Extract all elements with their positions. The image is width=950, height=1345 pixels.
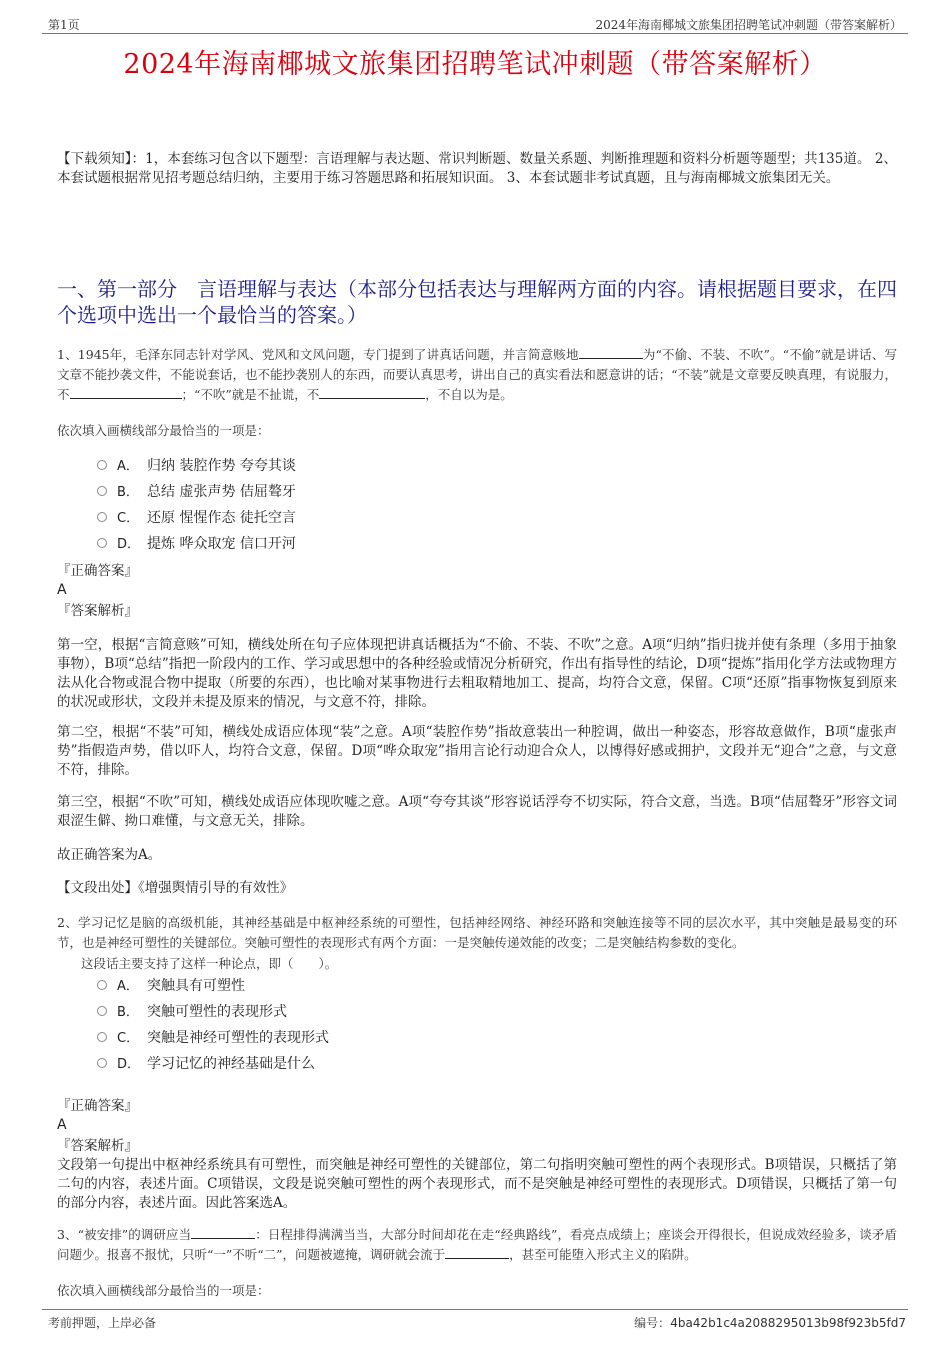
- option-text: 突触具有可塑性: [147, 978, 245, 994]
- header-doc-title: 2024年海南椰城文旅集团招聘笔试冲刺题（带答案解析）: [595, 18, 902, 32]
- radio-icon[interactable]: [97, 1032, 107, 1042]
- question-3-stem: [57, 1225, 897, 1265]
- blank-line: [579, 346, 643, 359]
- radio-icon[interactable]: [97, 538, 107, 548]
- q1-analysis-para-2: 第二空，根据“不装”可知，横线处成语应体现“装”之意。A项“装腔作势”指故意装出一种腔调，做出一种姿态，形容故意做作，B项“虚张声势”指假造声势，借以吓人，均符合文意，保留。D项“哗众取宠”指用言论行动迎合众人，以博得好感或拥护，文段并无“迎合”之意，与文意不符，排除。: [57, 724, 897, 778]
- radio-icon[interactable]: [97, 486, 107, 496]
- option-letter: A．: [117, 979, 139, 994]
- option-text: 学习记忆的神经基础是什么: [147, 1056, 315, 1072]
- footer-code-value: 4ba42b1c4a2088295013b98f923b5fd7: [670, 1316, 906, 1330]
- radio-icon[interactable]: [97, 1006, 107, 1016]
- option-text: 归纳 装腔作势 夸夸其谈: [147, 458, 296, 474]
- option-text: 总结 虚张声势 佶屈聱牙: [147, 484, 296, 500]
- q1-option-b[interactable]: [97, 483, 296, 502]
- q3-text-part3: ，甚至可能堕入形式主义的陷阱。: [509, 1247, 697, 1262]
- option-letter: D．: [117, 1057, 141, 1072]
- blank-line: [445, 1246, 509, 1259]
- option-text: 突触可塑性的表现形式: [147, 1004, 287, 1020]
- radio-icon[interactable]: [97, 512, 107, 522]
- radio-icon[interactable]: [97, 1058, 107, 1068]
- footer-code: [634, 1314, 906, 1331]
- question-1-stem: [57, 345, 897, 405]
- q2-option-c[interactable]: [97, 1029, 329, 1048]
- question-3-prompt: 依次填入画横线部分最恰当的一项是：: [57, 1283, 270, 1298]
- option-letter: B．: [117, 485, 139, 500]
- q1-source: 【文段出处】《增强舆情引导的有效性》: [57, 880, 294, 896]
- q2-analysis-label: 『答案解析』: [57, 1138, 138, 1154]
- header-rule: [42, 33, 908, 34]
- option-text: 提炼 哗众取宠 信口开河: [147, 536, 296, 552]
- download-notice: 【下载须知】：1，本套练习包含以下题型：言语理解与表达题、常识判断题、数量关系题、判断推理题和资料分析题等题型；共135道。 2、本套试题根据常见招考题总结归纳，主要用于练习答题思路和拓展知识面。 3、本套试题非考试真题，且与海南椰城文旅集团无关。: [57, 151, 897, 186]
- q2-option-b[interactable]: [97, 1003, 287, 1022]
- option-letter: B．: [117, 1005, 139, 1020]
- q1-text-part4: ，不自以为是。: [425, 387, 513, 402]
- option-text: 突触是神经可塑性的表现形式: [147, 1030, 329, 1046]
- option-text: 还原 惺惺作态 徒托空言: [147, 510, 296, 526]
- radio-icon[interactable]: [97, 460, 107, 470]
- question-1-prompt: 依次填入画横线部分最恰当的一项是：: [57, 423, 270, 438]
- footer-code-label: 编号：: [634, 1316, 671, 1330]
- blank-line: [70, 386, 182, 399]
- q2-answer-label: 『正确答案』: [57, 1098, 138, 1114]
- q3-text-part2: ：日程排得满满当当，大部分时间却花在走“经典路线”，看亮点成绩上；座谈会开得很长，但说成效经验多，谈矛盾问题少。报喜不报忧，只听“一”不听“二”，问题被遮掩，调研就会流于: [57, 1227, 897, 1262]
- q2-option-a[interactable]: [97, 977, 245, 996]
- q1-analysis-para-1: 第一空，根据“言简意赅”可知，横线处所在句子应体现把讲真话概括为“不偷、不装、不吹”之意。A项“归纳”指归拢并使有条理（多用于抽象事物），B项“总结”指把一阶段内的工作、学习或思想中的各种经验或情况分析研究，作出有指导性的结论，D项“提炼”指用化学方法或物理方法从化合物或混合物中提取（所要的东西），也比喻对某事物进行去粗取精地加工、提高，均符合文意，保留。C项“还原”指事物恢复到原来的状况或形状，文段并未提及原来的情况，与文意不符，排除。: [57, 637, 897, 710]
- header-page-number: 第1页: [48, 18, 80, 32]
- option-letter: C．: [117, 1031, 140, 1046]
- q1-text-part1: 1、1945年，毛泽东同志针对学风、党风和文风问题，专门提到了讲真话问题，并言简意赅地: [57, 347, 579, 362]
- q1-answer-label: 『正确答案』: [57, 563, 138, 579]
- footer-slogan: 考前押题，上岸必备: [48, 1316, 157, 1330]
- q1-text-part3: ；“不吹”就是不扯谎，不: [181, 387, 320, 402]
- option-letter: A．: [117, 459, 139, 474]
- blank-line: [319, 386, 425, 399]
- q1-conclusion: 故正确答案为A。: [57, 847, 162, 863]
- q1-text-part2: 为“不偷、不装、不吹”。“不偷”就是讲话、写文章不能抄袭文件，不能说套话，也不能抄袭别人的东西，而要认真思考，讲出自己的真实看法和愿意讲的话；“不装”就是文章要反映真理，有说服力，不: [57, 347, 897, 402]
- q1-option-c[interactable]: [97, 509, 296, 528]
- q1-analysis-label: 『答案解析』: [57, 603, 138, 619]
- option-letter: D．: [117, 537, 141, 552]
- page-title: 2024年海南椰城文旅集团招聘笔试冲刺题（带答案解析）: [123, 49, 827, 80]
- q2-option-d[interactable]: [97, 1055, 315, 1074]
- q1-analysis-para-3: 第三空，根据“不吹”可知，横线处成语应体现吹嘘之意。A项“夸夸其谈”形容说话浮夸不切实际，符合文意，当选。B项“佶屈聱牙”形容文词艰涩生僻、拗口难懂，与文意无关，排除。: [57, 794, 897, 829]
- option-letter: C．: [117, 511, 140, 526]
- q2-answer: A: [57, 1117, 67, 1133]
- footer-rule: [42, 1309, 908, 1310]
- q1-option-d[interactable]: [97, 535, 296, 554]
- q1-option-a[interactable]: [97, 457, 296, 476]
- question-2-prompt: 这段话主要支持了这样一种论点，即（ ）。: [81, 956, 338, 971]
- q2-analysis: 文段第一句提出中枢神经系统具有可塑性，而突触是神经可塑性的关键部位，第二句指明突触可塑性的两个表现形式。B项错误，只概括了第二句的内容，表述片面。C项错误，文段是说突触可塑性的两个表现形式，而不是突触是神经可塑性的表现形式。D项错误，只概括了第一句的部分内容，表述片面。因此答案选A。: [57, 1157, 897, 1211]
- question-2-stem: 2、学习记忆是脑的高级机能，其神经基础是中枢神经系统的可塑性，包括神经网络、神经环路和突触连接等不同的层次水平，其中突触是最易变的环节，也是神经可塑性的关键部位。突触可塑性的表现形式有两个方面：一是突触传递效能的改变；二是突触结构参数的变化。: [57, 915, 897, 950]
- blank-line: [191, 1226, 255, 1239]
- radio-icon[interactable]: [97, 980, 107, 990]
- section-heading: 一、第一部分 言语理解与表达（本部分包括表达与理解两方面的内容。请根据题目要求，在四个选项中选出一个最恰当的答案。）: [57, 277, 897, 327]
- q1-answer: A: [57, 582, 67, 598]
- q3-text-part1: 3、“被安排”的调研应当: [57, 1227, 192, 1242]
